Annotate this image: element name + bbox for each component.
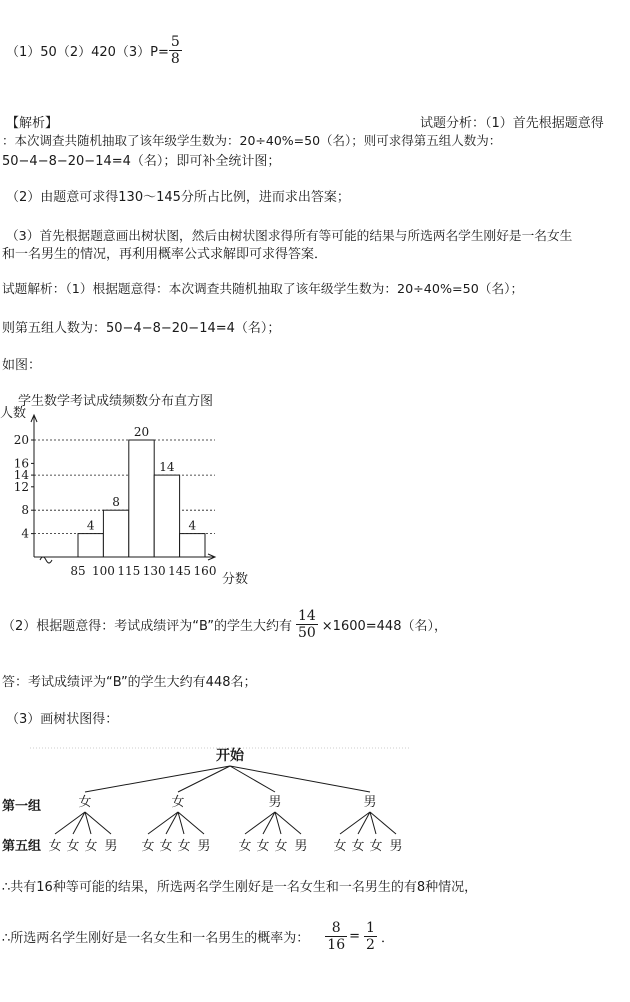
bar-145-160 xyxy=(180,534,205,557)
tree-node-l2-3-3: 男 xyxy=(389,839,403,854)
tree-edge-root-3 xyxy=(230,766,370,792)
tree-level1-label: 第一组 xyxy=(2,799,42,814)
solution-s4 xyxy=(2,608,447,641)
answer-fraction xyxy=(169,34,182,67)
tree-edge-root-1 xyxy=(178,766,230,792)
bar-100-115 xyxy=(103,510,128,557)
tree-edge-2-1 xyxy=(263,812,275,834)
x-tick-label-145: 145 xyxy=(168,564,192,578)
bar-label-85-100: 4 xyxy=(86,518,95,533)
prob2-den: 2 xyxy=(366,937,375,954)
tree-edge-3-0 xyxy=(340,812,370,834)
prob1-den: 16 xyxy=(327,937,346,954)
analysis-p3a: （3）首先根据题意画出树状图，然后由树状图求得所有等可能的结果与所选两名学生刚好是一名女生 xyxy=(6,228,573,243)
tree-edge-1-1 xyxy=(166,812,178,834)
tree-edge-0-3 xyxy=(85,812,111,834)
x-tick-label-115: 115 xyxy=(117,564,141,578)
y-tick-label-14: 14 xyxy=(13,468,29,483)
bar-85-100 xyxy=(78,534,103,557)
y-tick-label-16: 16 xyxy=(13,456,29,471)
histogram-chart xyxy=(0,385,260,590)
tree-node-l2-1-0: 女 xyxy=(141,839,155,854)
analysis-line2: 50−4−8−20−14=4（名）；即可补全统计图； xyxy=(2,154,281,169)
solution-s6: （3）画树状图得： xyxy=(6,712,119,727)
analysis-p3b: 和一名男生的情况，再利用概率公式求解即可求得答案． xyxy=(2,247,328,262)
x-tick-label-100: 100 xyxy=(91,564,115,578)
analysis-head: 试题分析：（1）首先根据题意得 xyxy=(420,116,604,131)
tree-edge-2-0 xyxy=(245,812,275,834)
tree-node-l2-3-2: 女 xyxy=(369,839,383,854)
tree-node-l2-2-0: 女 xyxy=(238,839,252,854)
prob2-num: 1 xyxy=(366,920,375,936)
chart-ylabel: 人数 xyxy=(0,406,27,421)
tree-node-l2-0-3: 男 xyxy=(104,839,118,854)
tree-edge-2-3 xyxy=(275,812,301,834)
tree-edge-1-2 xyxy=(178,812,184,834)
solution-s2: 则第五组人数为：50−4−8−20−14=4（名）； xyxy=(2,321,281,336)
tree-edge-0-2 xyxy=(85,812,91,834)
analysis-p2: （2）由题意可求得130～145分所占比例，进而求出答案； xyxy=(6,190,350,205)
tree-node-l1-0: 女 xyxy=(78,795,92,810)
chart-title: 学生数学考试成绩频数分布直方图 xyxy=(18,394,214,409)
y-tick-label-8: 8 xyxy=(21,503,29,518)
tree-node-l1-1: 女 xyxy=(171,795,185,810)
bar-label-115-130: 20 xyxy=(133,425,150,439)
b-grade-fraction xyxy=(296,608,318,641)
chart-xlabel: 分数 xyxy=(222,572,249,587)
tree-node-l2-1-1: 女 xyxy=(159,839,173,854)
tree-node-l2-3-0: 女 xyxy=(333,839,347,854)
tree-edge-3-1 xyxy=(358,812,370,834)
analysis-line1: ：本次调查共随机抽取了该年级学生数为：20÷40%=50（名）；则可求得第五组人数为： xyxy=(2,133,502,148)
answer-text: （1）50（2）420（3）P= xyxy=(6,45,169,61)
solution-s1: 试题解析：（1）根据题意得：本次调查共随机抽取了该年级学生数为：20÷40%=50（名）； xyxy=(2,281,524,296)
x-tick-label-130: 130 xyxy=(142,564,166,578)
solution-s4b: ×1600=448（名）， xyxy=(321,619,447,635)
tree-node-l2-1-3: 男 xyxy=(197,839,211,854)
tree-edge-3-3 xyxy=(370,812,396,834)
prob-fraction-1 xyxy=(325,920,347,953)
answer-line xyxy=(6,34,182,67)
y-tick-label-12: 12 xyxy=(13,479,29,494)
solution-s3: 如图： xyxy=(2,358,42,373)
tree-edge-root-0 xyxy=(85,766,230,792)
tree-node-l2-2-3: 男 xyxy=(294,839,308,854)
bar-130-145 xyxy=(154,475,179,557)
tree-edge-2-2 xyxy=(275,812,281,834)
solution-s8-text: ∴所选两名学生刚好是一名女生和一名男生的概率为： xyxy=(2,931,310,947)
bar-115-130 xyxy=(129,440,154,557)
tree-edge-0-1 xyxy=(73,812,85,834)
solution-s8 xyxy=(2,920,394,953)
prob-equals: = xyxy=(349,929,361,945)
bar-label-100-115: 8 xyxy=(112,495,120,510)
solution-s7: ∴共有16种等可能的结果，所选两名学生刚好是一名女生和一名男生的有8种情况， xyxy=(2,880,478,895)
tree-edge-3-2 xyxy=(370,812,376,834)
y-tick-label-20: 20 xyxy=(13,433,29,447)
tree-node-l2-3-1: 女 xyxy=(351,839,365,854)
analysis-label: 【解析】 xyxy=(6,116,59,131)
bar-label-130-145: 14 xyxy=(159,460,175,475)
solution-s8-end: ． xyxy=(380,931,394,947)
tree-level2-label: 第五组 xyxy=(2,839,42,854)
tree-node-l2-0-2: 女 xyxy=(84,839,98,854)
tree-node-l2-0-1: 女 xyxy=(66,839,80,854)
tree-node-l2-0-0: 女 xyxy=(48,839,62,854)
b-frac-num: 14 xyxy=(297,608,316,624)
tree-node-l1-2: 男 xyxy=(268,795,282,810)
x-tick-label-85: 85 xyxy=(70,564,86,578)
tree-node-l2-1-2: 女 xyxy=(177,839,191,854)
x-tick-label-160: 160 xyxy=(193,564,217,578)
tree-node-l2-2-1: 女 xyxy=(256,839,270,854)
prob-fraction-2 xyxy=(364,920,377,953)
prob1-num: 8 xyxy=(331,920,341,936)
x-axis-break xyxy=(40,557,52,563)
tree-edge-1-0 xyxy=(148,812,178,834)
solution-s4a: （2）根据题意得：考试成绩评为“B”的学生大约有 xyxy=(2,619,292,635)
b-frac-den: 50 xyxy=(297,625,316,642)
answer-frac-num: 5 xyxy=(170,34,180,50)
bar-label-145-160: 4 xyxy=(188,518,197,533)
tree-edge-1-3 xyxy=(178,812,204,834)
tree-root: 开始 xyxy=(216,748,244,764)
tree-node-l1-3: 男 xyxy=(363,795,377,810)
solution-s5: 答：考试成绩评为“B”的学生大约有448名； xyxy=(2,675,257,690)
tree-node-l2-2-2: 女 xyxy=(274,839,288,854)
answer-frac-den: 8 xyxy=(170,51,180,68)
tree-diagram xyxy=(0,738,420,863)
tree-edge-0-0 xyxy=(55,812,85,834)
y-tick-label-4: 4 xyxy=(21,526,29,541)
